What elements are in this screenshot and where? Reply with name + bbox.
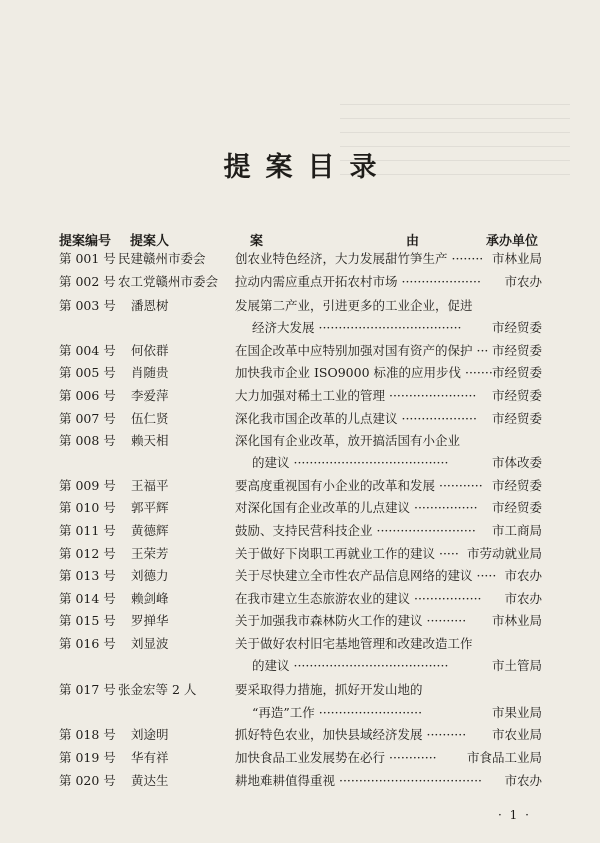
row-unit: 市体改委 bbox=[491, 455, 542, 470]
row-unit: 市经贸委 bbox=[491, 478, 542, 493]
row-number: 第 003 号 bbox=[59, 298, 116, 313]
row-proposer: 伍仁贤 bbox=[131, 411, 169, 426]
row-proposer: 华有祥 bbox=[131, 750, 169, 765]
row-unit: 市经贸委 bbox=[491, 500, 542, 515]
row-proposer: 黄达生 bbox=[131, 773, 169, 788]
row-unit: 市工商局 bbox=[491, 523, 542, 538]
row-cause: 发展第二产业，引进更多的工业企业，促进 bbox=[235, 298, 473, 313]
row-unit: 市土管局 bbox=[491, 658, 542, 673]
row-cause: 耕地难耕值得重视 ···································· bbox=[235, 773, 483, 788]
row-cause: 关于尽快建立全市性农产品信息网络的建议 ····· bbox=[235, 568, 497, 583]
row-number: 第 005 号 bbox=[59, 365, 116, 380]
row-proposer: 农工党赣州市委会 bbox=[118, 274, 219, 289]
header-unit: 承办单位 bbox=[486, 234, 539, 249]
row-number: 第 020 号 bbox=[59, 773, 116, 788]
row-proposer: 何依群 bbox=[131, 343, 169, 358]
row-number: 第 006 号 bbox=[59, 388, 116, 403]
page-title: 提案目录 bbox=[223, 152, 392, 183]
row-proposer: 赖天相 bbox=[131, 433, 169, 448]
row-number: 第 004 号 bbox=[59, 343, 116, 358]
row-unit: 市经贸委 bbox=[491, 365, 542, 380]
row-unit: 市农办 bbox=[504, 274, 542, 289]
row-proposer: 李爱萍 bbox=[131, 388, 169, 403]
row-cause: 加快食品工业发展势在必行 ············ bbox=[235, 750, 437, 765]
row-number: 第 009 号 bbox=[59, 478, 116, 493]
row-unit: 市林业局 bbox=[491, 251, 542, 266]
row-proposer: 民建赣州市委会 bbox=[118, 251, 206, 266]
row-number: 第 002 号 bbox=[59, 274, 116, 289]
row-cause: 要采取得力措施，抓好开发山地的 bbox=[235, 682, 423, 697]
row-proposer: 王福平 bbox=[131, 478, 169, 493]
header-cause: 案 由 bbox=[250, 234, 420, 249]
row-number: 第 012 号 bbox=[59, 546, 116, 561]
row-cause: 深化国有企业改革，放开搞活国有小企业 bbox=[235, 433, 461, 448]
row-cause: 关于做好下岗职工再就业工作的建议 ····· bbox=[235, 546, 459, 561]
header-number: 提案编号 bbox=[59, 234, 112, 249]
row-number: 第 017 号 bbox=[59, 682, 116, 697]
row-number: 第 011 号 bbox=[59, 523, 116, 538]
row-cause: 要高度重视国有小企业的改革和发展 ··········· bbox=[235, 478, 483, 493]
row-proposer: 王荣芳 bbox=[131, 546, 169, 561]
header-proposer: 提案人 bbox=[130, 234, 170, 249]
row-cause-cont: 的建议 ······································· bbox=[252, 455, 449, 470]
row-proposer: 潘恩树 bbox=[131, 298, 169, 313]
row-cause: 在国企改革中应特别加强对国有资产的保护 ··· bbox=[235, 343, 489, 358]
row-cause: 关于加强我市森林防火工作的建议 ·········· bbox=[235, 613, 467, 628]
row-proposer: 罗掸华 bbox=[131, 613, 169, 628]
row-cause: 关于做好农村旧宅基地管理和改建改造工作 bbox=[235, 636, 473, 651]
row-unit: 市经贸委 bbox=[491, 388, 542, 403]
row-number: 第 001 号 bbox=[59, 251, 116, 266]
row-cause-cont: 经济大发展 ···································· bbox=[252, 320, 462, 335]
row-unit: 市林业局 bbox=[491, 613, 542, 628]
row-number: 第 008 号 bbox=[59, 433, 116, 448]
row-unit: 市经贸委 bbox=[491, 411, 542, 426]
row-number: 第 014 号 bbox=[59, 591, 116, 606]
row-unit: 市农办 bbox=[504, 591, 542, 606]
row-cause: 抓好特色农业，加快县域经济发展 ·········· bbox=[235, 727, 467, 742]
row-number: 第 007 号 bbox=[59, 411, 116, 426]
row-unit: 市经贸委 bbox=[491, 320, 542, 335]
row-unit: 市农办 bbox=[504, 568, 542, 583]
row-number: 第 015 号 bbox=[59, 613, 116, 628]
row-proposer: 张金宏等 2 人 bbox=[118, 682, 197, 697]
row-number: 第 013 号 bbox=[59, 568, 116, 583]
row-cause: 在我市建立生态旅游农业的建议 ················· bbox=[235, 591, 482, 606]
row-cause-cont: 的建议 ······································· bbox=[252, 658, 449, 673]
page-number: · 1 · bbox=[498, 808, 531, 822]
row-proposer: 郭平辉 bbox=[131, 500, 169, 515]
row-proposer: 刘显波 bbox=[131, 636, 169, 651]
row-unit: 市经贸委 bbox=[491, 343, 542, 358]
row-cause: 加快我市企业 ISO9000 标准的应用步伐 ········ bbox=[235, 365, 497, 380]
row-number: 第 018 号 bbox=[59, 727, 116, 742]
row-number: 第 019 号 bbox=[59, 750, 116, 765]
row-cause: 鼓励、支持民营科技企业 ························· bbox=[235, 523, 476, 538]
row-proposer: 赖剑峰 bbox=[131, 591, 169, 606]
row-proposer: 刘德力 bbox=[131, 568, 169, 583]
row-cause: 拉动内需应重点开拓农村市场 ···················· bbox=[235, 274, 481, 289]
row-proposer: 黄德辉 bbox=[131, 523, 169, 538]
row-unit: 市农业局 bbox=[491, 727, 542, 742]
row-unit: 市食品工业局 bbox=[466, 750, 542, 765]
row-unit: 市农办 bbox=[504, 773, 542, 788]
row-cause: 大力加强对稀土工业的管理 ······················ bbox=[235, 388, 477, 403]
row-cause: 创农业特色经济，大力发展甜竹笋生产 ········ bbox=[235, 251, 484, 266]
row-cause: 深化我市国企改革的儿点建议 ··················· bbox=[235, 411, 477, 426]
row-unit: 市果业局 bbox=[491, 705, 542, 720]
row-cause-cont: “再造”工作 ·························· bbox=[252, 705, 423, 720]
row-cause: 对深化国有企业改革的儿点建议 ················ bbox=[235, 500, 478, 515]
row-proposer: 刘途明 bbox=[131, 727, 169, 742]
row-number: 第 016 号 bbox=[59, 636, 116, 651]
row-number: 第 010 号 bbox=[59, 500, 116, 515]
row-proposer: 肖随贵 bbox=[131, 365, 169, 380]
row-unit: 市劳动就业局 bbox=[466, 546, 542, 561]
